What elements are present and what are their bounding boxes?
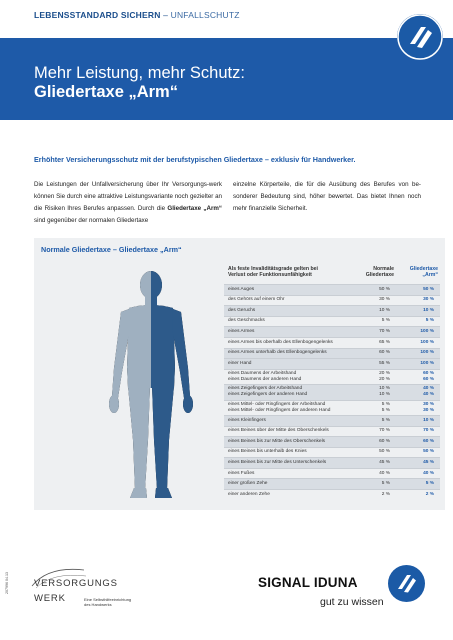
table-row [224, 489, 440, 500]
row-item [224, 428, 352, 434]
row-normal-value [352, 481, 396, 487]
row-arm-value [396, 439, 440, 445]
row-item [224, 340, 352, 346]
table-row [224, 384, 440, 399]
row-arm-value-line: 30 % [423, 407, 434, 413]
header-arm [396, 266, 440, 278]
row-normal-value-line: 30 % [379, 297, 390, 303]
row-item-line: eines Beines bis zur Mitte des Oberschenkels [228, 438, 326, 444]
row-arm-value [396, 402, 440, 414]
row-normal-value [352, 402, 396, 414]
row-arm-value-line: 30 % [423, 297, 434, 303]
row-normal-value [352, 471, 396, 477]
table-row [224, 436, 440, 447]
row-item-line: eines Fußes [228, 470, 255, 476]
section-label-separator: – [160, 10, 171, 20]
header-arm-line2: „Arm“ [422, 272, 438, 278]
row-normal-value-line: 10 % [379, 307, 390, 313]
row-arm-value [396, 350, 440, 356]
row-item-line: eines Daumens der anderen Hand [228, 376, 302, 382]
row-normal-value [352, 428, 396, 434]
row-normal-value-line: 50 % [379, 449, 390, 455]
table-row [224, 348, 440, 359]
header-item-line2: Verlust oder Funktionsunfähigkeit [228, 272, 312, 278]
row-item [224, 402, 352, 414]
row-item [224, 386, 352, 398]
row-normal-value [352, 371, 396, 383]
row-normal-value-line: 5 % [381, 401, 390, 407]
intro-column-right: einzelne Körperteile, die für die Ausübung des Berufes von be-sonderer Bedeutung sind, höher bewertet. Das bietet Ihnen noch mehr finanzielle Sicherheit. [233, 181, 421, 212]
panel-title: Normale Gliedertaxe – Gliedertaxe „Arm“ [41, 245, 182, 254]
row-arm-value [396, 418, 440, 424]
row-arm-value [396, 386, 440, 398]
table-row [224, 426, 440, 437]
row-arm-value [396, 371, 440, 383]
row-item-line: einer anderen Zehe [228, 491, 270, 497]
intro-subheading: Erhöhter Versicherungsschutz mit der berufstypischen Gliedertaxe – exklusiv für Handwerker. [34, 155, 356, 164]
row-normal-value-line: 20 % [379, 376, 390, 382]
row-arm-value-line: 2 % [425, 491, 434, 497]
row-item [224, 481, 352, 487]
row-normal-value [352, 329, 396, 335]
row-item-line: eines Beines bis zur Mitte des Unterschenkels [228, 459, 327, 465]
table-row [224, 468, 440, 479]
row-item [224, 361, 352, 367]
row-arm-value [396, 297, 440, 303]
row-normal-value-line: 5 % [381, 407, 390, 413]
row-arm-value-line: 100 % [420, 339, 434, 345]
row-arm-value [396, 460, 440, 466]
row-normal-value-line: 5 % [381, 417, 390, 423]
row-arm-value-line: 60 % [423, 376, 434, 382]
section-label [34, 10, 240, 20]
versorgungswerk-tagline-line2: des Handwerks [84, 602, 112, 607]
versorgungswerk-tagline-line1: Eine Selbsthilfeeinrichtung [84, 597, 132, 602]
row-normal-value-line: 10 % [379, 386, 390, 392]
row-item-line: eines Daumens der Arbeitshand [228, 370, 297, 376]
header-item-line1: Als feste Invaliditätsgrade gelten bei [228, 266, 318, 272]
row-item-line: eines Auges [228, 286, 255, 292]
versorgungswerk-tagline [84, 597, 131, 607]
table-row [224, 284, 440, 295]
row-arm-value [396, 318, 440, 324]
row-item [224, 308, 352, 314]
row-arm-value [396, 481, 440, 487]
section-label-light: UNFALLSCHUTZ [170, 10, 240, 20]
row-arm-value-line: 100 % [420, 360, 434, 366]
row-normal-value [352, 449, 396, 455]
intro-column-left [34, 179, 222, 227]
title-banner [0, 38, 453, 120]
row-item-line: einer Hand [228, 360, 252, 366]
row-arm-value-line: 40 % [423, 470, 434, 476]
row-item [224, 318, 352, 324]
row-normal-value-line: 45 % [379, 459, 390, 465]
intro-text-bold: Gliedertaxe „Arm“ [167, 205, 222, 212]
row-normal-value-line: 55 % [379, 360, 390, 366]
row-arm-value [396, 340, 440, 346]
gliedertaxe-panel [34, 238, 445, 510]
row-item-line: des Gehörs auf einem Ohr [228, 297, 285, 303]
row-normal-value-line: 70 % [379, 428, 390, 434]
versorgungswerk-line1: VERSORGUNGS [34, 578, 118, 589]
row-item-line: des Geruchs [228, 307, 256, 313]
row-item-line: eines Mittel- oder Ringfingers der Arbeitshand [228, 401, 326, 407]
row-normal-value [352, 350, 396, 356]
row-item-line: eines Armes bis oberhalb des Ellenbogengelenks [228, 339, 333, 345]
row-item [224, 297, 352, 303]
table-row [224, 337, 440, 348]
row-normal-value-line: 60 % [379, 350, 390, 356]
gliedertaxe-table [224, 266, 440, 500]
row-item [224, 287, 352, 293]
row-arm-value-line: 100 % [420, 329, 434, 335]
row-normal-value-line: 5 % [381, 318, 390, 324]
page-title-line2: Gliedertaxe „Arm“ [34, 83, 178, 101]
row-item-line: eines Zeigefingers der anderen Hand [228, 392, 308, 398]
brand-name: SIGNAL IDUNA [258, 575, 358, 590]
row-normal-value-line: 40 % [379, 470, 390, 476]
row-item [224, 449, 352, 455]
signal-iduna-logo-icon [397, 14, 443, 60]
versorgungswerk-line2: WERK [34, 593, 66, 604]
brand-slogan: gut zu wissen [320, 596, 384, 608]
row-normal-value [352, 318, 396, 324]
row-normal-value [352, 418, 396, 424]
row-normal-value [352, 439, 396, 445]
row-arm-value-line: 5 % [425, 481, 434, 487]
table-row [224, 295, 440, 306]
row-normal-value-line: 10 % [379, 392, 390, 398]
row-item-line: eines Mittel- oder Ringfingers der anderen Hand [228, 407, 331, 413]
row-normal-value [352, 386, 396, 398]
row-item [224, 460, 352, 466]
row-arm-value [396, 492, 440, 498]
row-normal-value [352, 287, 396, 293]
header-item [224, 266, 352, 278]
table-header [224, 266, 440, 284]
table-row [224, 369, 440, 384]
row-arm-value-line: 30 % [423, 401, 434, 407]
row-arm-value [396, 449, 440, 455]
row-normal-value-line: 60 % [379, 438, 390, 444]
row-arm-value-line: 40 % [423, 386, 434, 392]
table-row [224, 447, 440, 458]
row-item-line: eines Armes unterhalb des Ellenbogengelenks [228, 350, 327, 356]
row-arm-value-line: 60 % [423, 438, 434, 444]
row-item-line: eines Beines bis unterhalb des Knies [228, 449, 307, 455]
row-arm-value-line: 40 % [423, 392, 434, 398]
row-arm-value [396, 329, 440, 335]
row-item-line: eines Beines über der Mitte des Oberschenkels [228, 428, 329, 434]
header-normal [352, 266, 396, 278]
row-item-line: eines Kleinfingers [228, 417, 266, 423]
row-normal-value [352, 460, 396, 466]
header-normal-line1: Normale [373, 266, 394, 272]
signal-iduna-logo-bottom-icon [388, 565, 425, 602]
page-title-line1: Mehr Leistung, mehr Schutz: [34, 64, 245, 82]
row-arm-value-line: 60 % [423, 370, 434, 376]
human-body-figure-icon [96, 268, 206, 504]
row-normal-value [352, 308, 396, 314]
row-item-line: des Geschmacks [228, 318, 265, 324]
row-item-line: einer großen Zehe [228, 481, 268, 487]
row-normal-value [352, 492, 396, 498]
section-label-bold: LEBENSSTANDARD SICHERN [34, 10, 161, 20]
header-arm-line1: Gliedertaxe [409, 266, 438, 272]
intro-text-part2: sind gegenüber der normalen Gliedertaxe [34, 217, 149, 224]
row-normal-value-line: 65 % [379, 339, 390, 345]
row-item [224, 418, 352, 424]
table-body [224, 284, 440, 500]
row-normal-value-line: 5 % [381, 481, 390, 487]
row-arm-value-line: 70 % [423, 428, 434, 434]
table-row [224, 316, 440, 327]
table-row [224, 326, 440, 337]
intro-text-part1: Die Leistungen der Unfallversicherung über Ihr Versorgungs-werk können Sie durch eine attraktive Leistungsvariante noch gezielter an die Risiken Ihres Berufes anpassen. Durch die [34, 181, 222, 212]
row-item [224, 492, 352, 498]
row-arm-value [396, 471, 440, 477]
row-arm-value-line: 10 % [423, 307, 434, 313]
row-item [224, 350, 352, 356]
row-item-line: eines Armes [228, 329, 255, 335]
row-arm-value [396, 361, 440, 367]
row-item-line: eines Zeigefingers der Arbeitshand [228, 386, 303, 392]
row-arm-value [396, 308, 440, 314]
row-normal-value-line: 70 % [379, 329, 390, 335]
row-arm-value-line: 45 % [423, 459, 434, 465]
row-arm-value [396, 428, 440, 434]
row-item [224, 329, 352, 335]
table-row [224, 478, 440, 489]
row-normal-value-line: 50 % [379, 286, 390, 292]
row-arm-value-line: 10 % [423, 417, 434, 423]
table-row [224, 457, 440, 468]
table-row [224, 358, 440, 369]
table-row [224, 400, 440, 415]
row-arm-value-line: 50 % [423, 286, 434, 292]
row-item [224, 439, 352, 445]
row-arm-value-line: 50 % [423, 449, 434, 455]
header-normal-line2: Gliedertaxe [365, 272, 394, 278]
row-normal-value-line: 20 % [379, 370, 390, 376]
table-row [224, 305, 440, 316]
row-normal-value [352, 361, 396, 367]
row-item [224, 471, 352, 477]
table-row [224, 415, 440, 426]
row-arm-value-line: 5 % [425, 318, 434, 324]
row-item [224, 371, 352, 383]
row-arm-value [396, 287, 440, 293]
row-normal-value [352, 297, 396, 303]
row-arm-value-line: 100 % [420, 350, 434, 356]
row-normal-value [352, 340, 396, 346]
document-code: 207996 04.13 [5, 572, 9, 594]
row-normal-value-line: 2 % [381, 491, 390, 497]
